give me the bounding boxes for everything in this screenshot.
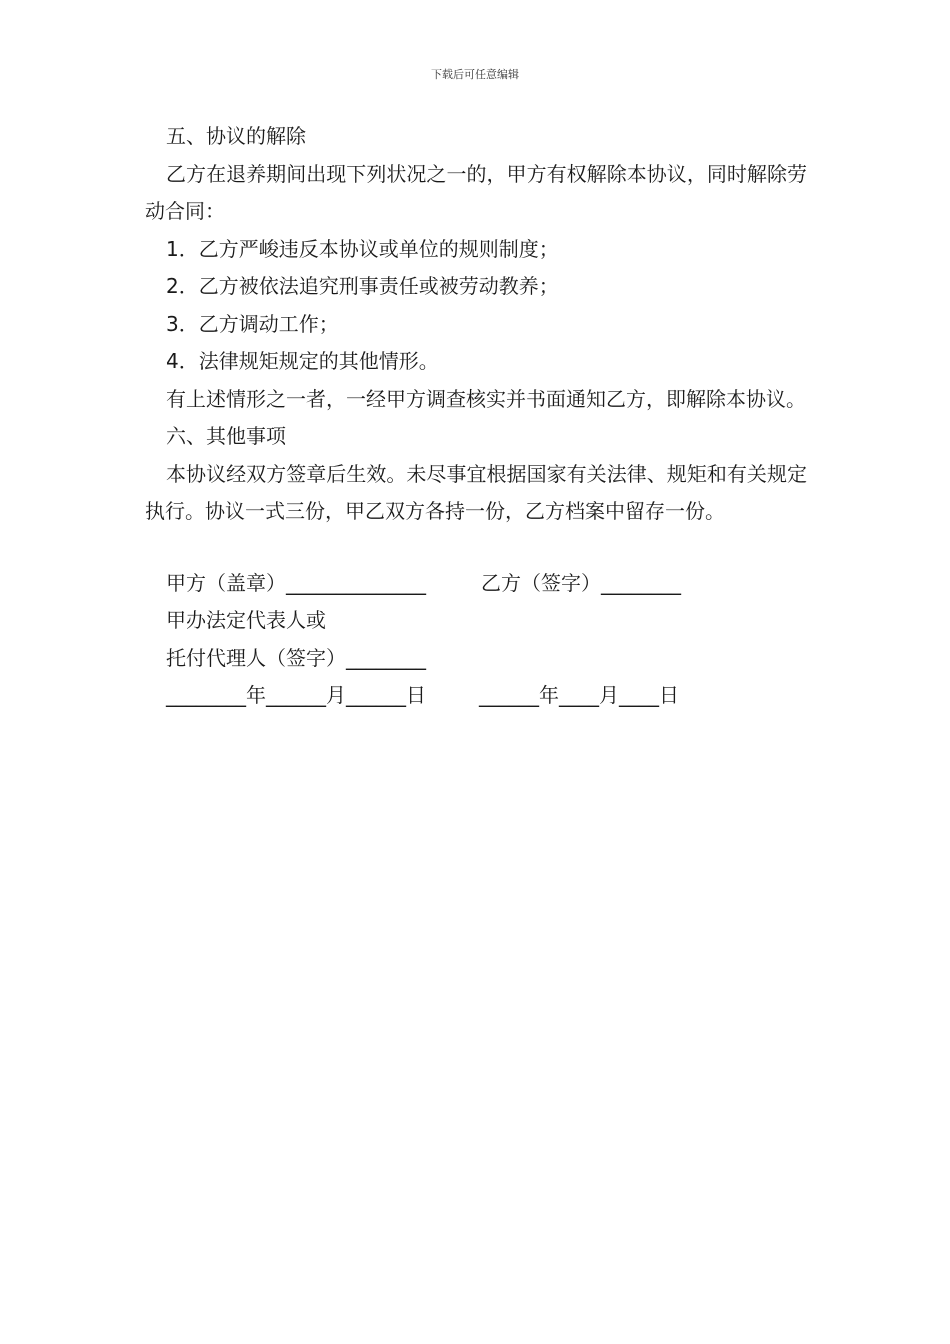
section5-heading: 五、协议的解除	[166, 124, 306, 148]
party-b-date: ______年____月____日	[479, 683, 679, 707]
party-a-date: ________年______月______日	[166, 683, 426, 707]
representative-line-2: 托付代理人（签字）________	[166, 645, 426, 670]
list-item: 4．法律规矩规定的其他情形。	[166, 349, 439, 373]
document-body	[145, 118, 807, 715]
section6-heading: 六、其他事项	[166, 424, 286, 448]
representative-line-1: 甲办法定代表人或	[166, 608, 326, 632]
list-item: 1．乙方严峻违反本协议或单位的规则制度；	[166, 236, 559, 261]
section5-closing: 有上述情形之一者，一经甲方调查核实并书面通知乙方，即解除本协议。	[166, 386, 806, 411]
header-note: 下载后可任意编辑	[431, 68, 519, 81]
list-item: 3．乙方调动工作；	[166, 311, 339, 336]
spacer	[145, 531, 807, 565]
party-b-signature: 乙方（签字）________	[481, 570, 681, 595]
signature-row	[145, 565, 807, 603]
section5-intro: 乙方在退养期间出现下列状况之一的，甲方有权解除本协议，同时解除劳动合同：	[145, 161, 807, 223]
section6-body: 本协议经双方签章后生效。未尽事宜根据国家有关法律、规矩和有关规定执行。协议一式三份，甲乙双方各持一份，乙方档案中留存一份。	[145, 461, 807, 523]
list-item: 2．乙方被依法追究刑事责任或被劳动教养；	[166, 274, 559, 298]
date-row	[145, 677, 807, 715]
party-a-signature: 甲方（盖章）______________	[166, 570, 426, 595]
